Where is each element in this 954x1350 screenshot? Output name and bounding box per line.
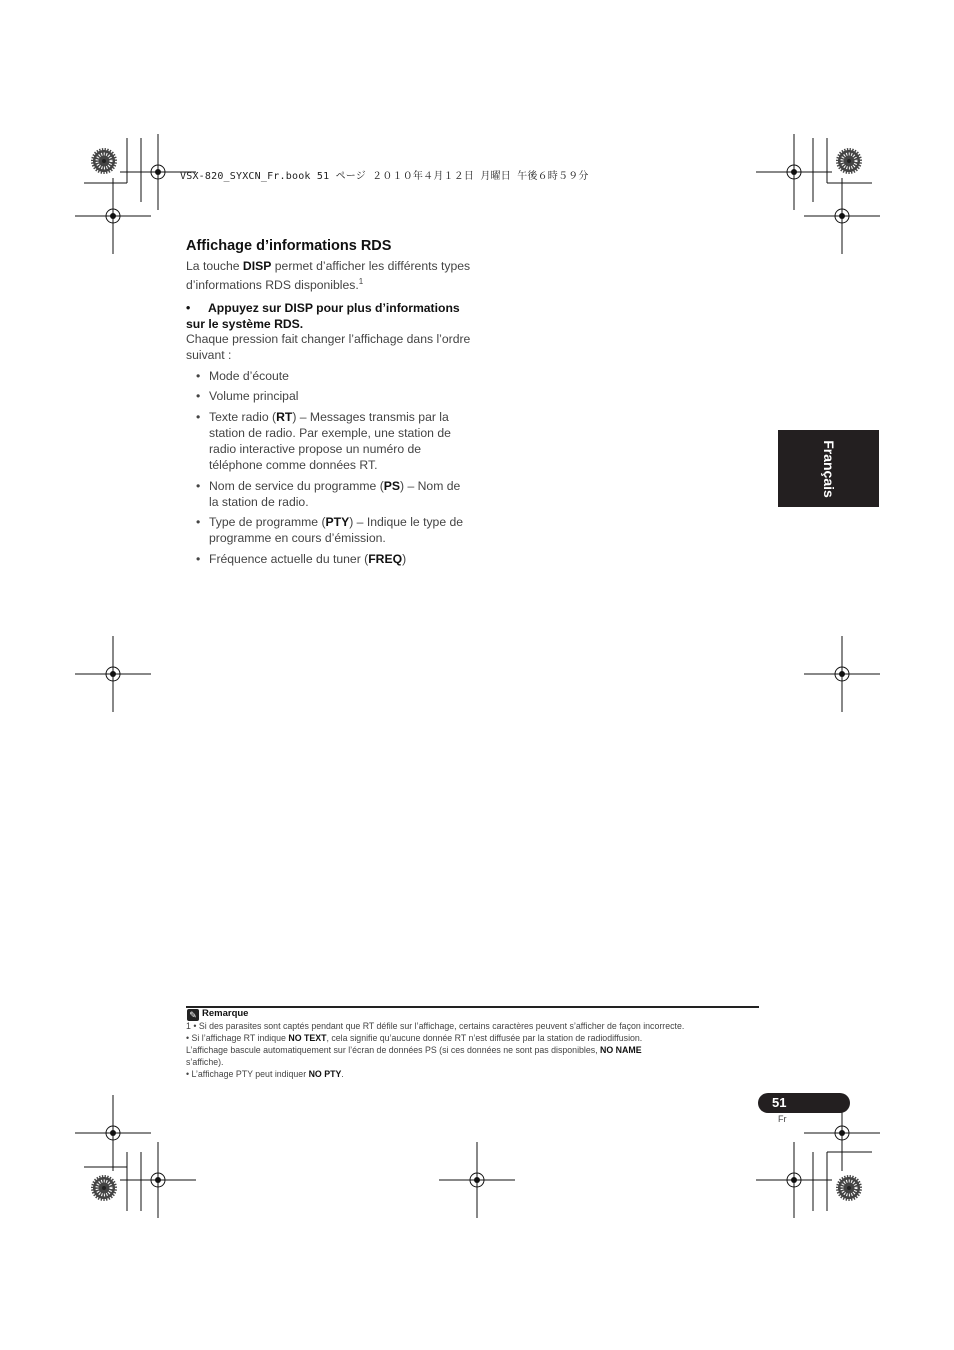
disp-key-label: DISP bbox=[242, 259, 272, 273]
footnote-ref: 1 bbox=[358, 277, 364, 286]
list-item: • Fréquence actuelle du tuner (FREQ) bbox=[196, 551, 466, 567]
pencil-icon: ✎ bbox=[187, 1009, 199, 1021]
footnote-line: s’affiche). bbox=[186, 1057, 224, 1067]
language-tab-label: Français bbox=[820, 439, 837, 498]
list-item: • Type de programme (PTY) – Indique le type de programme en cours d’émission. bbox=[196, 514, 466, 546]
page-number-badge bbox=[758, 1093, 850, 1113]
footnote-line: • L’affichage PTY peut indiquer NO PTY. bbox=[186, 1069, 344, 1079]
note-title: Remarque bbox=[202, 1008, 249, 1019]
intro-paragraph: La touche DISP permet d’afficher les différents types d’informations RDS disponibles.$^1$ bbox=[186, 259, 471, 293]
note-divider bbox=[186, 1006, 759, 1008]
list-item: • Volume principal bbox=[196, 388, 466, 404]
footnote-line: 1 • Si des parasites sont captés pendant que RT défile sur l’affichage, certains caractères peuvent s’afficher de façon incorrecte. bbox=[186, 1021, 685, 1031]
list-item: • Nom de service du programme (PS) – Nom de la station de radio. bbox=[196, 478, 466, 510]
language-code: Fr bbox=[778, 1114, 787, 1124]
step-instruction: • Appuyez sur DISP pour plus d’informations sur le système RDS. bbox=[186, 301, 460, 331]
list-item: • Mode d’écoute bbox=[196, 368, 466, 384]
section-title: Affichage d’informations RDS bbox=[186, 238, 392, 254]
footnote-line: • Si l’affichage RT indique NO TEXT, cela signifie qu’aucune donnée RT n’est diffusée par la station de radiodiffusion. bbox=[186, 1033, 643, 1043]
page-number: 51 bbox=[772, 1095, 787, 1110]
language-side-tab bbox=[778, 430, 879, 507]
step-description: Chaque pression fait changer l’affichage dans l’ordre suivant : bbox=[186, 332, 471, 362]
list-item: • Texte radio (RT) – Messages transmis par la station de radio. Par exemple, une station de radio interactive propose un numéro de téléphone comme données RT. bbox=[196, 409, 466, 473]
book-header-line: VSX-820_SYXCN_Fr.book 51 ページ ２０１０年４月１２日 月曜日 午後６時５９分 bbox=[180, 171, 589, 182]
footnote-line: L’affichage bascule automatiquement sur l’écran de données PS (si ces données ne sont pas disponibles, NO NAME bbox=[186, 1045, 642, 1055]
